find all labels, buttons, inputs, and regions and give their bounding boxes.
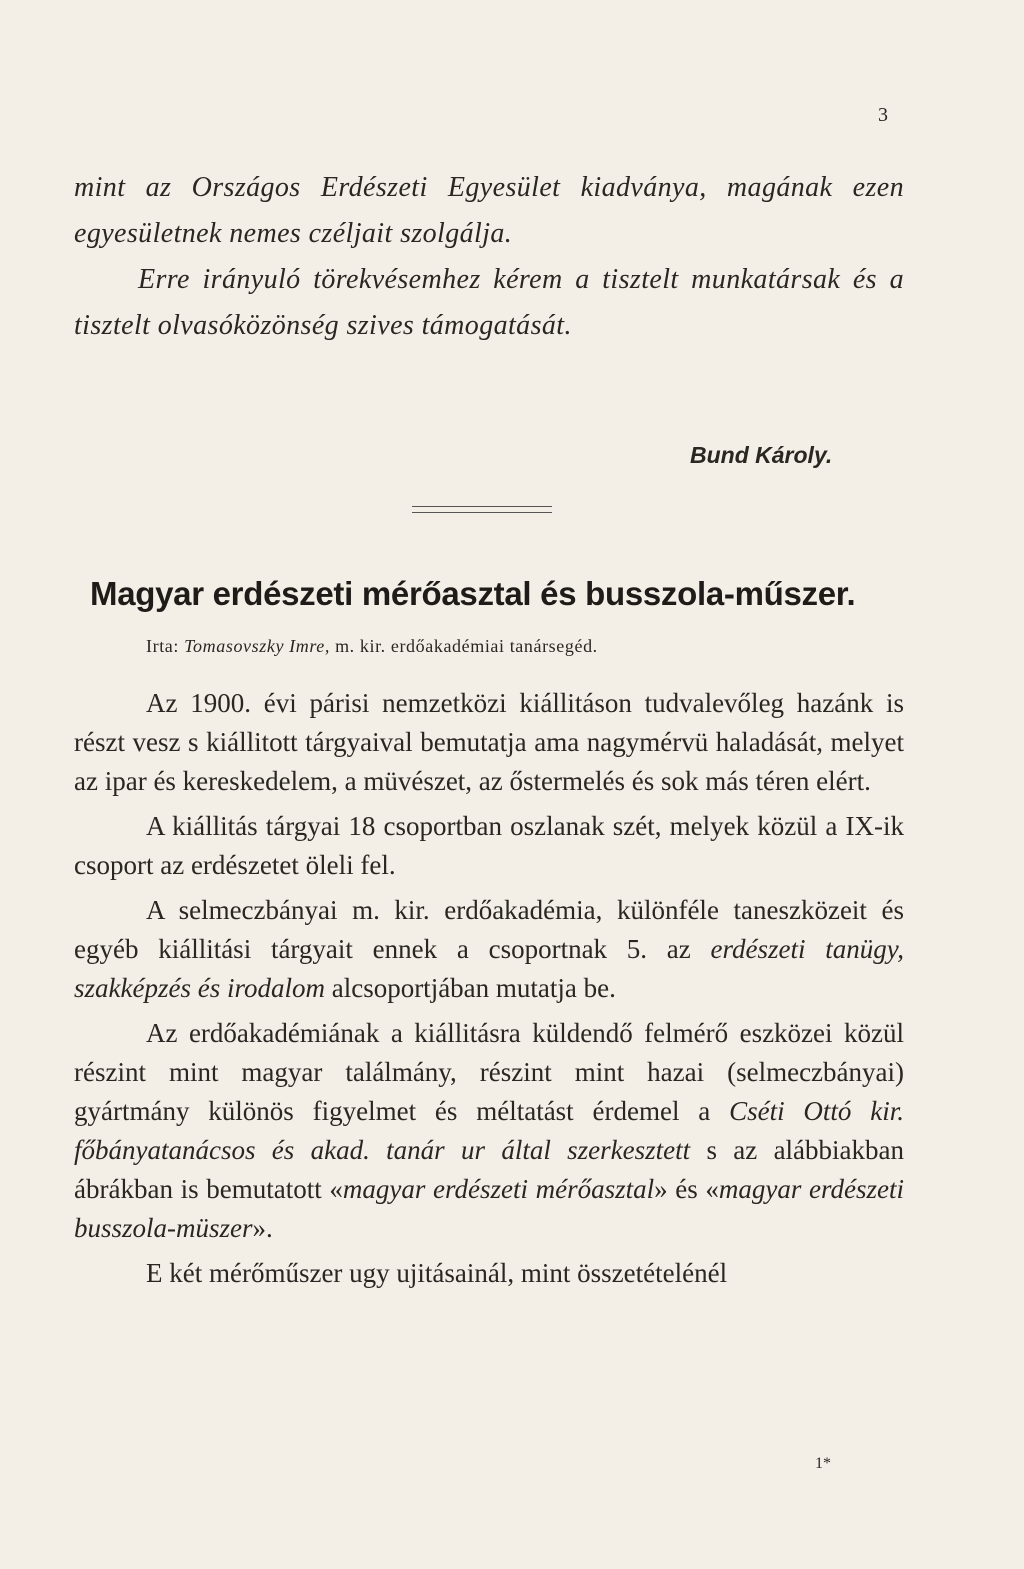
- byline-suffix: m. kir. erdőakadémiai tanársegéd.: [335, 636, 598, 656]
- body-paragraph: [74, 891, 904, 1008]
- text-run: ».: [252, 1213, 273, 1243]
- body-paragraph: Az 1900. évi párisi nemzetközi kiállitáson tudvalevőleg hazánk is részt vesz s kiállitott tárgyaival bemutatja ama nagymérvü haladását, melyet az ipar és kereskedelem, a müvészet, az őstermelés és sok más téren elért.: [74, 688, 904, 796]
- text-run: alcsoportjában mutatja be.: [331, 973, 616, 1003]
- article-title: Magyar erdészeti mérőasztal és busszola-műszer.: [90, 575, 856, 612]
- text-run: s az alábbiakban ábrákban is bemutatott «: [74, 1135, 905, 1204]
- byline: [146, 636, 598, 657]
- section-divider: [412, 506, 552, 513]
- italic-text-run: magyar erdészeti busszola-müszer: [74, 1174, 904, 1243]
- byline-author: Tomasovszky Imre,: [184, 636, 330, 656]
- text-run: » és «: [654, 1174, 719, 1204]
- footer-signature-mark: 1*: [815, 1455, 831, 1472]
- intro-paragraph: mint az Országos Erdészeti Egyesület kiadványa, magának ezen egyesületnek nemes czéljait szolgálja.: [74, 172, 904, 249]
- page-number: 3: [878, 104, 888, 126]
- italic-text-run: erdészeti tanügy, szakképzés és irodalom: [74, 934, 904, 1003]
- intro-section: [74, 165, 904, 349]
- body-paragraph: [74, 1014, 904, 1248]
- signature: Bund Károly.: [690, 442, 833, 468]
- italic-text-run: Cséti Ottó kir. főbányatanácsos és akad. tanár ur által szerkesztett: [74, 1096, 904, 1165]
- body-paragraph: A kiállitás tárgyai 18 csoportban oszlanak szét, melyek közül a IX-ik csoport az erdészetet öleli fel.: [74, 811, 904, 880]
- italic-text-run: magyar erdészeti mérőasztal: [342, 1174, 655, 1204]
- text-run: A selmeczbányai m. kir. erdőakadémia, különféle taneszközeit és egyéb kiállitási tárgyait ennek a csoportnak 5. az: [74, 895, 904, 964]
- byline-prefix: Irta:: [146, 636, 179, 656]
- text-run: Az erdőakadémiának a kiállitásra küldendő felmérő eszközei közül részint mint magyar találmány, részint mint hazai (selmeczbányai) gyártmány különös figyelmet és méltatást érdemel a: [74, 1018, 904, 1126]
- intro-paragraph: Erre irányuló törekvésemhez kérem a tisztelt munkatársak és a tisztelt olvasóközönség szives támogatását.: [74, 264, 904, 341]
- body-paragraph: E két mérőműszer ugy ujitásainál, mint összetételénél: [146, 1258, 728, 1288]
- article-body: [74, 684, 904, 1299]
